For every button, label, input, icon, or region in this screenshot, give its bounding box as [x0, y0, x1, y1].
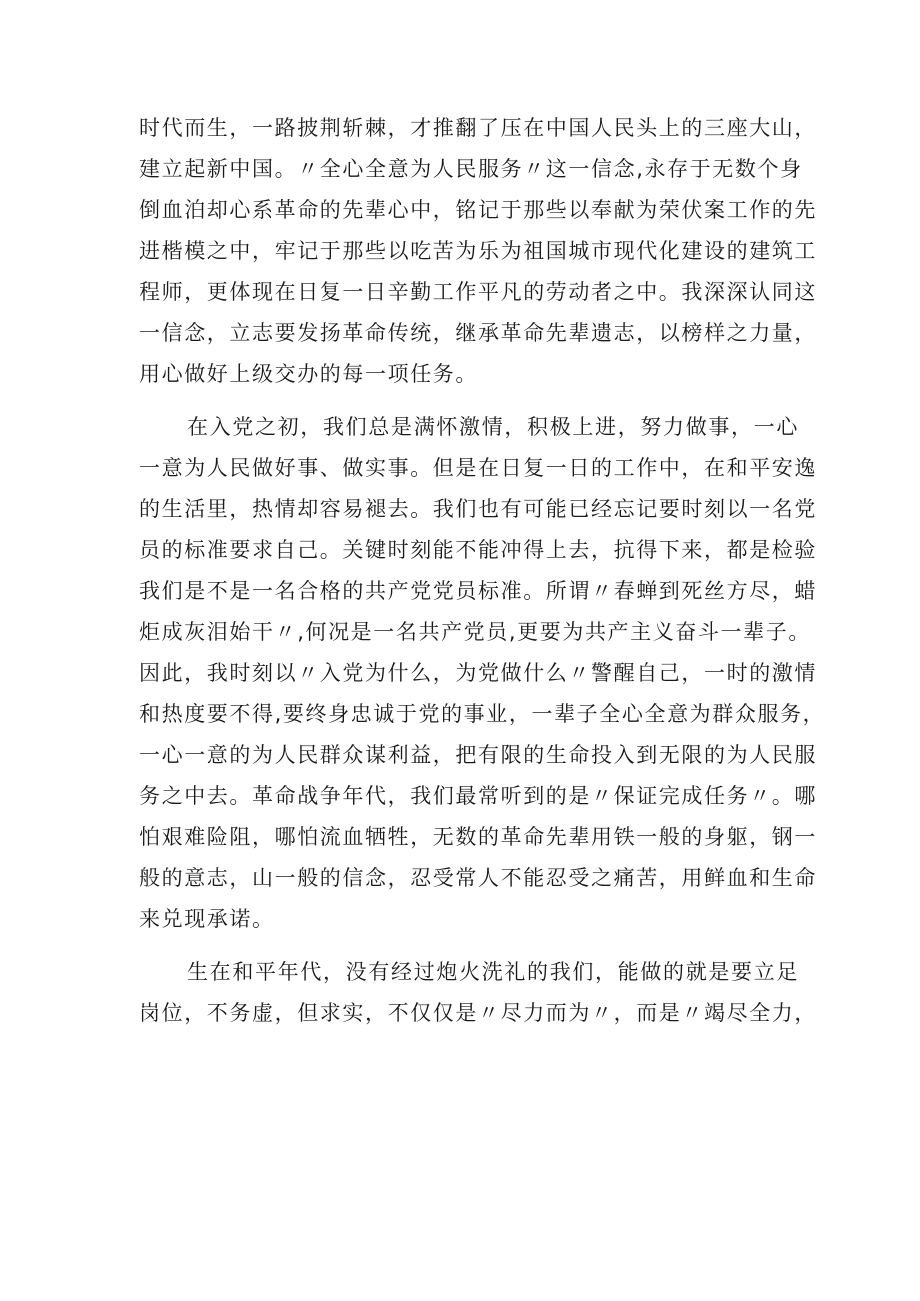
- paragraph-3: [139, 952, 817, 1034]
- text-line: 时代而生，一路披荆斩棘，才推翻了压在中国人民头上的三座大山，: [139, 116, 817, 140]
- text-line: 倒血泊却心系革命的先辈心中，铭记于那些以奉献为荣伏案工作的先: [139, 198, 817, 222]
- text-line: 来兑现承诺。: [139, 907, 275, 931]
- text-line: 因此，我时刻以〃入党为什么，为党做什么〃警醒自己，一时的激情: [139, 661, 817, 685]
- paragraph-2: [139, 407, 826, 940]
- text-line: 进楷模之中，牢记于那些以吃苦为乐为祖国城市现代化建设的建筑工: [139, 239, 817, 263]
- text-line: 务之中去。革命战争年代，我们最常听到的是〃保证完成任务〃。哪: [139, 784, 817, 808]
- text-line: 和热度要不得,要终身忠诚于党的事业，一辈子全心全意为群众服务，: [139, 702, 826, 726]
- text-line: 员的标准要求自己。关键时刻能不能冲得上去，抗得下来，都是检验: [139, 538, 817, 562]
- paragraph-gap: [139, 940, 799, 952]
- text-line: 一心一意的为人民群众谋利益，把有限的生命投入到无限的为人民服: [139, 743, 817, 767]
- text-line: 怕艰难险阻，哪怕流血牺牲，无数的革命先辈用铁一般的身躯，钢一: [139, 825, 817, 849]
- text-line: 建立起新中国。〃全心全意为人民服务〃这一信念,永存于无数个身: [139, 157, 803, 181]
- text-line: 生在和平年代，没有经过炮火洗礼的我们，能做的就是要立足: [187, 960, 799, 984]
- text-line: 用心做好上级交办的每一项任务。: [139, 362, 478, 386]
- text-line: 岗位，不务虚，但求实，不仅仅是〃尽力而为〃，而是〃竭尽全力，: [139, 1001, 817, 1025]
- document-body: [139, 108, 826, 1034]
- text-line: 程师，更体现在日复一日辛勤工作平凡的劳动者之中。我深深认同这: [139, 280, 817, 304]
- text-line: 一意为人民做好事、做实事。但是在日复一日的工作中，在和平安逸: [139, 456, 817, 480]
- paragraph-1: [139, 108, 817, 395]
- text-line: 炬成灰泪始干〃,何况是一名共产党员,更要为共产主义奋斗一辈子。: [139, 620, 811, 644]
- text-line: 我们是不是一名合格的共产党党员标准。所谓〃春蝉到死丝方尽，蜡: [139, 579, 817, 603]
- text-line: 在入党之初，我们总是满怀激情，积极上进，努力做事，一心: [187, 415, 799, 439]
- text-line: 般的意志，山一般的信念，忍受常人不能忍受之痛苦，用鲜血和生命: [139, 866, 817, 890]
- text-line: 一信念，立志要发扬革命传统，继承革命先辈遗志，以榜样之力量，: [139, 321, 817, 345]
- paragraph-gap: [139, 395, 799, 407]
- text-line: 的生活里，热情却容易褪去。我们也有可能已经忘记要时刻以一名党: [139, 497, 817, 521]
